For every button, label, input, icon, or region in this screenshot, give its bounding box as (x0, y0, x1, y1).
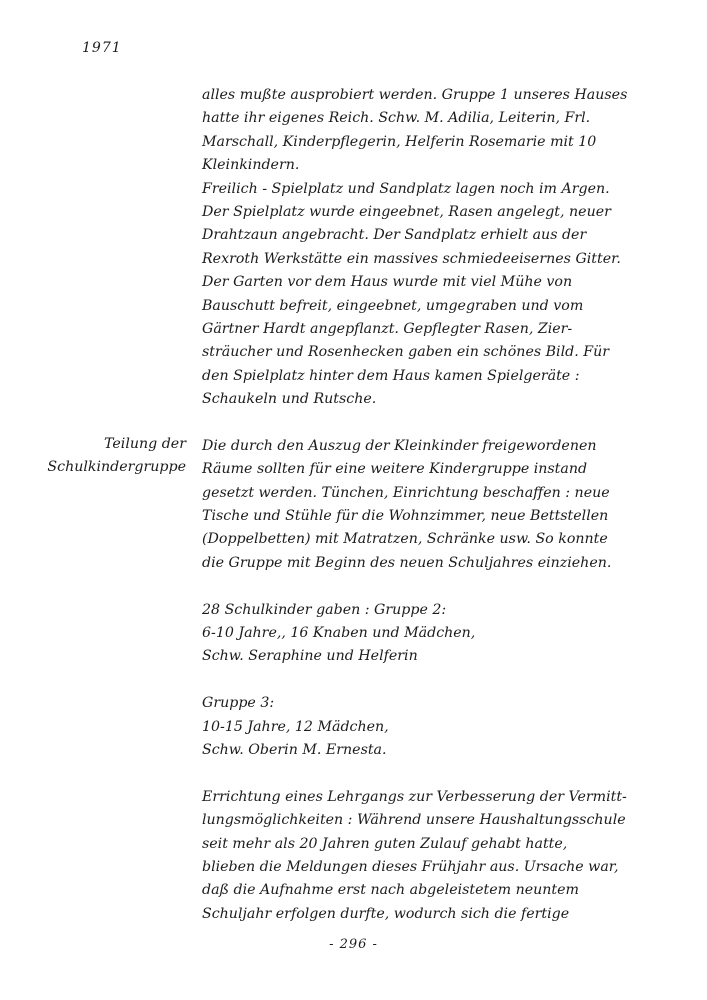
text-line: Tische und Stühle für die Wohnzimmer, neue Bettstellen (202, 508, 609, 525)
text-line: Die durch den Auszug der Kleinkinder freigewordenen (202, 437, 597, 454)
margin-note-line: Schulkindergruppe (47, 459, 186, 476)
paragraph-gap (202, 762, 647, 785)
text-line: Drahtzaun angebracht. Der Sandplatz erhielt aus der (202, 227, 587, 244)
text-line: sträucher und Rosenhecken gaben ein schönes Bild. Für (202, 344, 609, 361)
text-line: die Gruppe mit Beginn des neuen Schuljahres einziehen. (202, 554, 612, 571)
text-line: Der Spielplatz wurde eingeebnet, Rasen angelegt, neuer (202, 203, 611, 220)
text-line: Schaukeln und Rutsche. (202, 391, 377, 408)
text-line: daß die Aufnahme erst nach abgeleistetem neuntem (202, 882, 579, 899)
text-line: Kleinkindern. (202, 157, 300, 174)
paragraph-gap (202, 575, 647, 598)
text-line: Schuljahr erfolgen durfte, wodurch sich die fertige (202, 905, 570, 922)
body-text (202, 84, 647, 926)
paragraph-group-3 (202, 692, 647, 762)
text-line: seit mehr als 20 Jahren guten Zulauf gehabt hatte, (202, 835, 568, 852)
text-line: Schw. Oberin M. Ernesta. (202, 741, 387, 758)
text-line: den Spielplatz hinter dem Haus kamen Spielgeräte : (202, 367, 580, 384)
margin-note (20, 433, 186, 480)
text-line: hatte ihr eigenes Reich. Schw. M. Adilia, Leiterin, Frl. (202, 110, 591, 127)
page-year: 1971 (82, 40, 122, 56)
text-line: Schw. Seraphine und Helferin (202, 648, 418, 665)
text-line: 10-15 Jahre, 12 Mädchen, (202, 718, 389, 735)
text-line: 6-10 Jahre,, 16 Knaben und Mädchen, (202, 624, 476, 641)
text-line: Rexroth Werkstätte ein massives schmiedeeisernes Gitter. (202, 250, 621, 267)
text-line: Gärtner Hardt angepflanzt. Gepflegter Rasen, Zier- (202, 320, 573, 337)
text-line: 28 Schulkinder gaben : Gruppe 2: (202, 601, 447, 618)
page-number: - 296 - (329, 937, 378, 952)
text-line: Bauschutt befreit, eingeebnet, umgegraben und vom (202, 297, 584, 314)
text-line: Freilich - Spielplatz und Sandplatz lagen noch im Argen. (202, 180, 610, 197)
text-line: lungsmöglichkeiten : Während unsere Haushaltungsschule (202, 812, 626, 829)
paragraph-garden (202, 84, 647, 411)
paragraph-gap (202, 411, 647, 434)
text-line: alles mußte ausprobiert werden. Gruppe 1 unseres Hauses (202, 87, 628, 103)
paragraph-gap (202, 669, 647, 692)
paragraph-course (202, 786, 647, 926)
paragraph-group-2 (202, 599, 647, 669)
text-line: Der Garten vor dem Haus wurde mit viel Mühe von (202, 274, 573, 291)
text-line: Marschall, Kinderpflegerin, Helferin Rosemarie mit 10 (202, 133, 597, 150)
text-line: gesetzt werden. Tünchen, Einrichtung beschaffen : neue (202, 484, 610, 501)
text-line: (Doppelbetten) mit Matratzen, Schränke usw. So konnte (202, 531, 608, 548)
text-line: Errichtung eines Lehrgangs zur Verbesserung der Vermitt- (202, 788, 627, 805)
paragraph-group-split (202, 435, 647, 575)
text-line: Räume sollten für eine weitere Kindergruppe instand (202, 461, 588, 478)
text-line: Gruppe 3: (202, 695, 275, 712)
margin-note-line: Teilung der (104, 436, 186, 452)
text-line: blieben die Meldungen dieses Frühjahr aus. Ursache war, (202, 858, 619, 875)
